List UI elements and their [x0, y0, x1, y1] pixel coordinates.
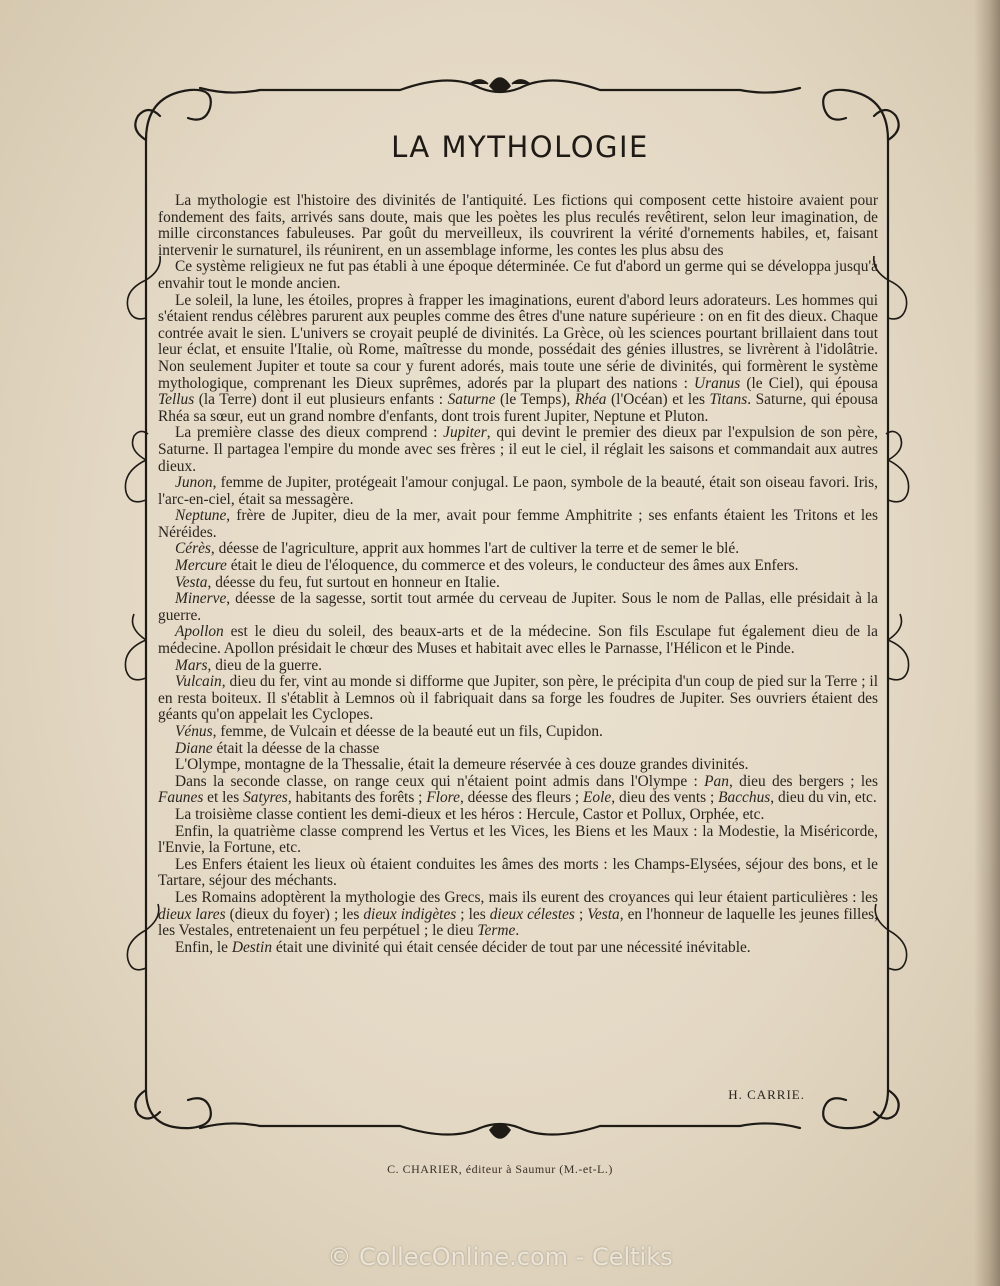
italic-term: Saturne	[447, 391, 496, 409]
text-segment: , en l'honneur de laquelle les jeunes filles, les Vestales, entretenaient un feu perpétuel ; le dieu	[158, 905, 878, 940]
text-segment: , dieu du fer, vint au monde si difforme que Jupiter, son père, le précipita d'un coup de pied sur la Terre ; il en resta boiteux. Il s'établit à Lemnos où il fabriquait dans sa forge les foudres de Jupiter. Ses ouvriers étaient des géants qu'on appelait les Cyclopes.	[158, 673, 878, 724]
text-segment: et les	[203, 789, 244, 807]
text-segment: , dieu du vin, etc.	[770, 789, 877, 807]
italic-term: Vesta	[175, 573, 208, 591]
italic-term: Eole	[583, 789, 612, 807]
italic-term: Destin	[231, 938, 273, 956]
italic-term: dieux célestes	[489, 905, 575, 923]
text-segment: ;	[574, 905, 588, 923]
paragraph	[158, 824, 878, 857]
text-segment: Ce système religieux ne fut pas établi à une époque déterminée. Ce fut d'abord un germe qui se développa jusqu'à envahir tout le monde ancien.	[158, 258, 878, 292]
italic-term: Rhéa	[574, 391, 607, 409]
text-segment: (la Terre) dont il eut plusieurs enfants :	[194, 391, 448, 409]
top-center-ornament	[470, 78, 530, 92]
italic-term: Mercure	[175, 557, 227, 575]
paragraph	[158, 259, 878, 292]
text-segment: est le dieu du soleil, des beaux-arts et de la médecine. Son fils Esculape fut également dieu de la médecine. Apollon présidait le chœur des Muses et habitait avec elles le Parnasse, l'Hélicon et le Pinde.	[158, 623, 878, 658]
text-segment: était le dieu de l'éloquence, du commerce et des voleurs, le conducteur des âmes aux Enfers.	[226, 557, 799, 575]
text-segment: Les Romains adoptèrent la mythologie des Grecs, mais ils eurent des croyances qui leur étaient particulières : les	[175, 888, 878, 906]
italic-term: Vulcain	[175, 673, 222, 691]
corner-bottom-left	[135, 1090, 211, 1128]
paragraph	[158, 757, 878, 774]
text-segment: L'Olympe, montagne de la Thessalie, était la demeure réservée à ces douze grandes divinités.	[175, 756, 749, 774]
text-segment: ; les	[456, 905, 490, 923]
italic-term: Diane	[175, 739, 213, 757]
italic-term: Apollon	[175, 623, 224, 641]
paragraph	[158, 193, 878, 259]
text-segment: Dans la seconde classe, on range ceux qui n'étaient point admis dans l'Olympe :	[175, 772, 705, 790]
text-segment: , déesse de l'agriculture, apprit aux hommes l'art de cultiver la terre et de semer le blé.	[210, 540, 740, 558]
article-body	[158, 193, 878, 956]
text-segment: était une divinité qui était censée décider de tout par une nécessité inévitable.	[272, 938, 751, 956]
text-segment: , dieu des vents ;	[611, 789, 719, 807]
italic-term: Faunes	[158, 789, 204, 807]
italic-term: Pan	[704, 772, 729, 790]
italic-term: Satyres	[243, 789, 288, 807]
text-segment: , dieu des bergers ; les	[728, 772, 878, 790]
text-segment: (l'Océan) et les	[606, 391, 710, 409]
text-segment: , habitants des forêts ;	[287, 789, 427, 807]
text-segment: .	[515, 922, 520, 940]
paragraph	[158, 774, 878, 807]
text-segment: Enfin, la quatrième classe comprend les Vertus et les Vices, les Biens et les Maux : la Modestie, la Miséricorde, l'Envie, la Fortune, etc.	[158, 822, 878, 857]
paragraph	[158, 857, 878, 890]
italic-term: Junon	[175, 474, 213, 492]
italic-term: Minerve	[175, 590, 227, 608]
paragraph	[158, 940, 878, 957]
right-scroll-2	[886, 431, 909, 501]
italic-term: Uranus	[694, 374, 741, 392]
text-segment: (le Temps),	[495, 391, 575, 409]
text-segment: Enfin, le	[175, 938, 232, 956]
text-segment: , femme, de Vulcain et déesse de la beauté eut un fils, Cupidon.	[212, 723, 603, 740]
paragraph	[158, 425, 878, 475]
paragraph	[158, 475, 878, 508]
right-scroll-3	[888, 614, 909, 680]
italic-term: dieux indigètes	[363, 905, 457, 923]
publisher-line: C. CHARIER, éditeur à Saumur (M.-et-L.)	[387, 1162, 613, 1176]
author-signature: H. CARRIE.	[728, 1087, 805, 1102]
italic-term: Jupiter	[443, 424, 487, 442]
paragraph	[158, 807, 878, 824]
text-segment: , frère de Jupiter, dieu de la mer, avait pour femme Amphitrite ; ses enfants étaient les Tritons et les Néréides.	[158, 507, 878, 541]
left-scroll-2	[125, 431, 148, 501]
text-segment: La première classe des dieux comprend :	[175, 424, 444, 442]
paragraph	[158, 624, 878, 657]
italic-term: Titans	[709, 391, 748, 409]
paragraph	[158, 541, 878, 558]
bottom-center-ornament	[490, 1124, 510, 1138]
text-segment: . Saturne, qui épousa Rhéa sa sœur, eut un grand nombre d'enfants, dont trois furent Jupiter, Neptune et Pluton.	[158, 391, 878, 425]
italic-term: Mars	[175, 656, 208, 674]
text-segment: , déesse des fleurs ;	[459, 789, 584, 807]
text-segment: (le Ciel), qui épousa	[740, 374, 879, 392]
paragraph	[158, 508, 878, 541]
paragraph	[158, 890, 878, 940]
italic-term: Cérès	[175, 540, 211, 558]
corner-bottom-right	[823, 1090, 899, 1128]
italic-term: Flore	[426, 789, 460, 807]
text-segment: était la déesse de la chasse	[212, 739, 380, 757]
italic-term: Vénus	[175, 723, 213, 740]
paragraph	[158, 658, 878, 675]
paragraph	[158, 724, 878, 741]
italic-term: Neptune	[175, 507, 227, 525]
left-scroll-3	[125, 614, 146, 680]
text-segment: , dieu de la guerre.	[207, 656, 323, 674]
italic-term: Terme	[477, 922, 516, 940]
right-scroll-4	[875, 904, 906, 970]
text-segment: Le soleil, la lune, les étoiles, propres à frapper les imaginations, eurent d'abord leurs adorateurs. Les hommes qui s'étaient rendus célèbres parurent aux peuples comme des êtres d'une nature supérieure : on en fit des dieux. Chaque contrée avait le sien. L'univers se croyait peuplé de divinités. La Grèce, où les sciences pourtant brillaient dans tout leur éclat, et ensuite l'Italie, où Rome, maîtresse du monde, possédait des génies illustres, se livrèrent à l'idolâtrie. Non seulement Jupiter et toute sa cour y furent adorés, mais toute une série de divinités, qui formèrent le système mythologique, comprenant les Dieux suprêmes, adorés par la plupart des nations :	[158, 291, 878, 392]
italic-term: Tellus	[158, 391, 195, 409]
text-segment: La troisième classe contient les demi-dieux et les héros : Hercule, Castor et Pollux, Orphée, etc.	[175, 805, 765, 823]
paragraph	[158, 293, 878, 426]
left-scroll-4	[127, 904, 158, 970]
text-segment: , femme de Jupiter, protégeait l'amour conjugal. Le paon, symbole de la beauté, était son oiseau favori. Iris, l'arc-en-ciel, était sa messagère.	[158, 474, 878, 508]
text-segment: , déesse de la sagesse, sortit tout armée du cerveau de Jupiter. Sous le nom de Pallas, elle présidait à la guerre.	[158, 590, 878, 624]
italic-term: Vesta	[587, 905, 620, 923]
right-scroll-1	[874, 256, 907, 319]
italic-term: dieux lares	[158, 905, 226, 923]
paragraph	[158, 591, 878, 624]
page-title: LA MYTHOLOGIE	[391, 130, 649, 164]
text-segment: (dieux du foyer) ; les	[225, 905, 364, 923]
text-segment: , déesse du feu, fut surtout en honneur en Italie.	[207, 573, 500, 591]
paragraph	[158, 674, 878, 724]
left-scroll-1	[127, 256, 160, 319]
paragraph	[158, 575, 878, 592]
watermark: © CollecOnline.com - Celtiks	[327, 1243, 673, 1271]
paragraph	[158, 741, 878, 758]
paragraph	[158, 558, 878, 575]
text-segment: , qui devint le premier des dieux par l'expulsion de son père, Saturne. Il partagea l'empire du monde avec ses frères ; il eut le ciel, il réglait les saisons et commandait aux autres dieux.	[158, 424, 878, 475]
text-segment: Les Enfers étaient les lieux où étaient conduites les âmes des morts : les Champs-Elysées, séjour des bons, et le Tartare, séjour des méchants.	[158, 855, 878, 890]
italic-term: Bacchus	[718, 789, 771, 807]
text-segment: La mythologie est l'histoire des divinités de l'antiquité. Les fictions qui composent cette histoire avaient pour fondement des faits, arrivés sans doute, mais que les poètes les plus reculés revêtirent, selon leur imagination, de mille circonstances fabuleuses. Par goût du merveilleux, ils couvrirent la vérité d'ornements habiles, et, faisant intervenir le surnaturel, ils réunirent, en un assemblage informe, les contes les plus absu des	[158, 192, 878, 259]
